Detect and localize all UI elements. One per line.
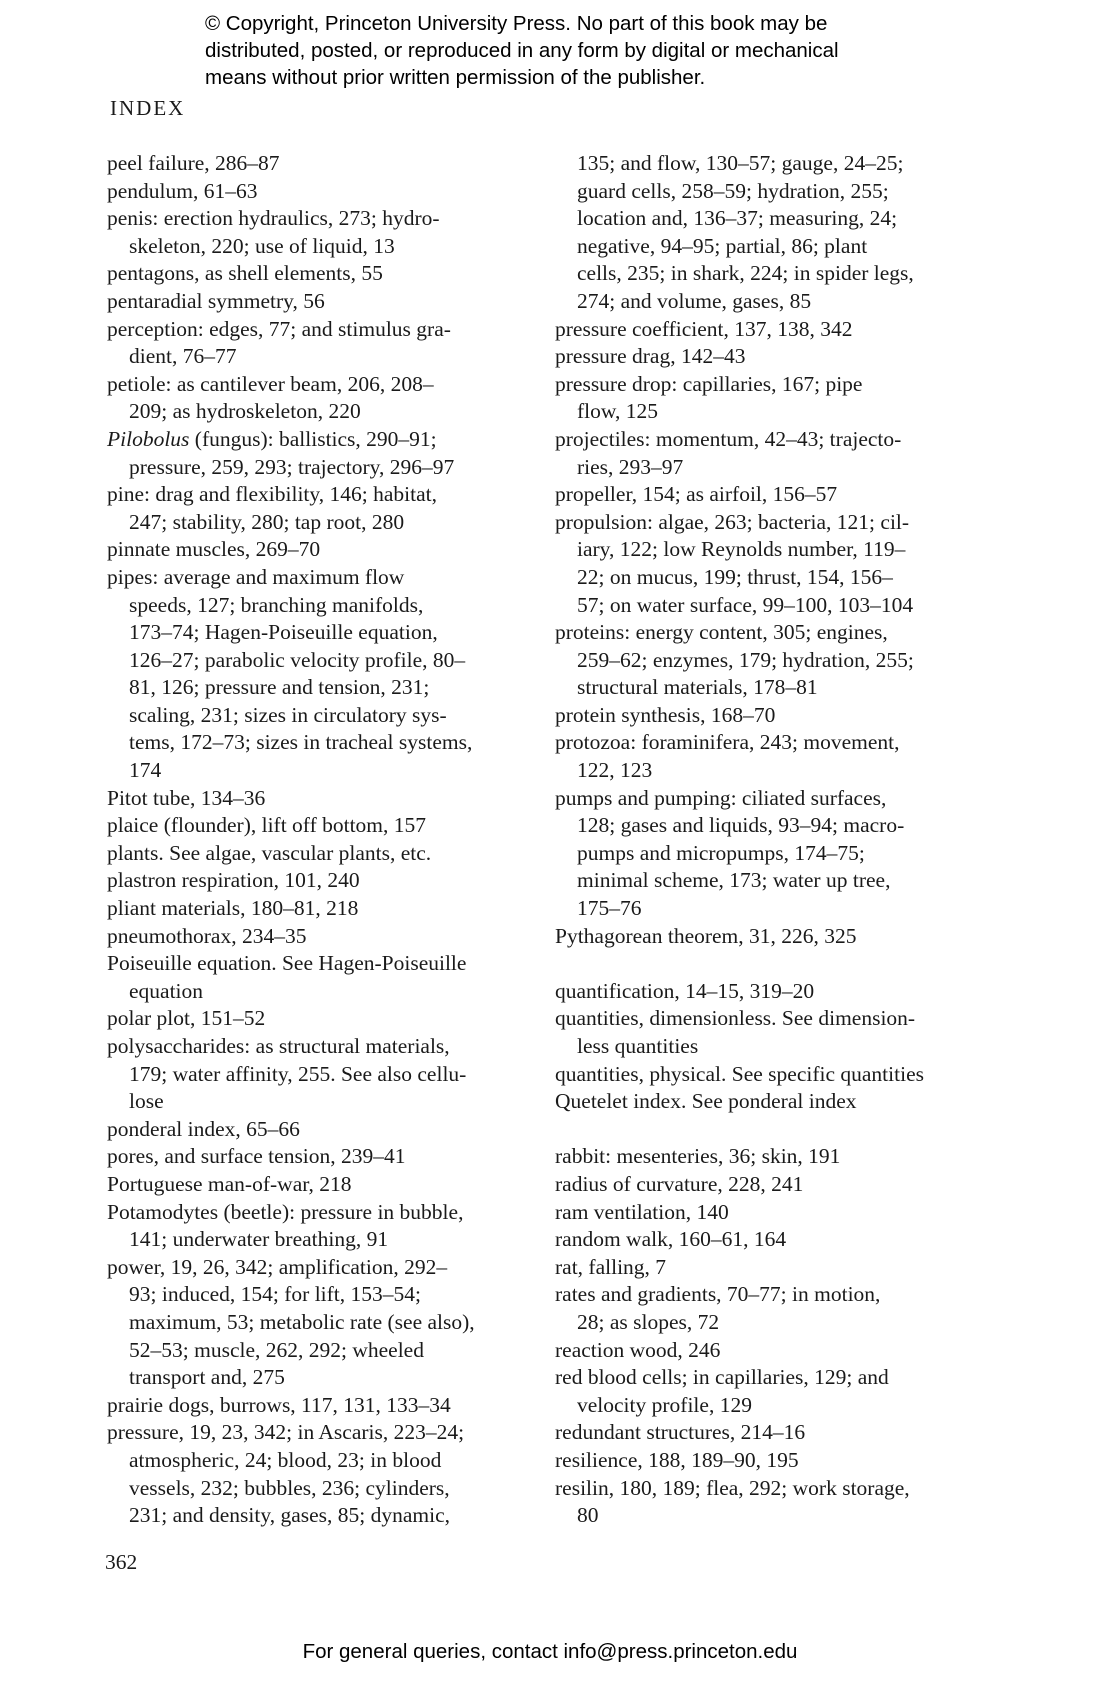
index-entry: random walk, 160–61, 164	[555, 1227, 787, 1252]
index-continuation-line: 122, 123	[577, 758, 653, 783]
index-continuation-line: minimal scheme, 173; water up tree,	[577, 868, 891, 893]
index-entry: resilience, 188, 189–90, 195	[555, 1447, 799, 1472]
index-entry: pipes: average and maximum flow	[107, 564, 405, 589]
index-entry: rat, falling, 7	[555, 1254, 667, 1279]
index-entry: polar plot, 151–52	[107, 1006, 266, 1031]
index-entry: proteins: energy content, 305; engines,	[555, 620, 888, 645]
index-entry: pendulum, 61–63	[107, 178, 258, 203]
index-continuation-line: less quantities	[577, 1034, 699, 1058]
index-entry: petiole: as cantilever beam, 206, 208–	[107, 371, 434, 396]
index-continuation-line: 174	[129, 758, 162, 783]
index-continuation-line: maximum, 53; metabolic rate (see also),	[129, 1309, 475, 1334]
index-continuation-line: dient, 76–77	[129, 344, 237, 369]
index-continuation-line: 81, 126; pressure and tension, 231;	[129, 675, 430, 700]
index-entry: plastron respiration, 101, 240	[107, 868, 360, 893]
index-continuation-line: 247; stability, 280; tap root, 280	[129, 509, 405, 534]
index-continuation-line: lose	[129, 1089, 164, 1114]
index-continuation-line: 57; on water surface, 99–100, 103–104	[577, 592, 914, 617]
copyright-line: means without prior written permission of the publisher.	[205, 66, 706, 89]
index-entry: Pythagorean theorem, 31, 226, 325	[555, 923, 857, 948]
section-gap	[555, 1116, 985, 1144]
index-entry: pentagons, as shell elements, 55	[107, 261, 383, 286]
index-continuation-line: 179; water affinity, 255. See also cellu-	[129, 1061, 467, 1086]
running-head: INDEX	[110, 96, 186, 120]
index-entry: propeller, 154; as airfoil, 156–57	[555, 482, 838, 507]
index-continuation-line: vessels, 232; bubbles, 236; cylinders,	[129, 1475, 450, 1500]
index-entry: radius of curvature, 228, 241	[555, 1171, 804, 1196]
index-column-right	[555, 150, 985, 1530]
index-continuation-line: 28; as slopes, 72	[577, 1309, 720, 1334]
index-continuation-line: transport and, 275	[129, 1365, 285, 1390]
index-entry: peel failure, 286–87	[107, 151, 280, 175]
index-continuation-line: cells, 235; in shark, 224; in spider legs,	[577, 261, 914, 286]
index-continuation-line: structural materials, 178–81	[577, 675, 818, 700]
index-entry: pliant materials, 180–81, 218	[107, 896, 359, 921]
contact-footer: For general queries, contact info@press.princeton.edu	[302, 1640, 798, 1663]
index-entry: pumps and pumping: ciliated surfaces,	[555, 785, 887, 810]
index-continuation-line: 80	[577, 1503, 599, 1528]
index-entry: pressure coefficient, 137, 138, 342	[555, 316, 853, 341]
index-continuation-line: tems, 172–73; sizes in tracheal systems,	[129, 730, 473, 755]
index-continuation-line: velocity profile, 129	[577, 1392, 752, 1417]
index-entry: redundant structures, 214–16	[555, 1420, 806, 1445]
index-entry: pressure, 19, 23, 342; in Ascaris, 223–24;	[107, 1420, 465, 1445]
index-continuation-line: atmospheric, 24; blood, 23; in blood	[129, 1447, 442, 1472]
index-entry: plants. See algae, vascular plants, etc.	[107, 840, 432, 865]
index-continuation-line: iary, 122; low Reynolds number, 119–	[577, 537, 906, 562]
index-continuation-line: 141; underwater breathing, 91	[129, 1227, 389, 1252]
index-continuation-line: equation	[129, 978, 204, 1003]
index-entry: pine: drag and flexibility, 146; habitat,	[107, 482, 437, 507]
index-entry: quantities, physical. See specific quantities	[555, 1061, 924, 1086]
copyright-line: © Copyright, Princeton University Press. No part of this book may be	[205, 12, 828, 35]
index-entry: projectiles: momentum, 42–43; trajecto-	[555, 426, 902, 451]
index-continuation-line: scaling, 231; sizes in circulatory sys-	[129, 702, 447, 727]
index-entry: reaction wood, 246	[555, 1337, 721, 1362]
index-entry: Poiseuille equation. See Hagen-Poiseuille	[107, 951, 467, 976]
index-entry: ram ventilation, 140	[555, 1199, 729, 1224]
index-entry: rabbit: mesenteries, 36; skin, 191	[555, 1144, 841, 1169]
index-entry: pressure drop: capillaries, 167; pipe	[555, 371, 863, 396]
index-continuation-line: guard cells, 258–59; hydration, 255;	[577, 178, 889, 203]
index-entry: Pilobolus (fungus): ballistics, 290–91;	[107, 426, 437, 451]
index-continuation-line: 259–62; enzymes, 179; hydration, 255;	[577, 647, 914, 672]
index-entry: red blood cells; in capillaries, 129; and	[555, 1365, 889, 1390]
index-continuation-line: 209; as hydroskeleton, 220	[129, 399, 361, 424]
index-entry: pressure drag, 142–43	[555, 344, 746, 369]
index-entry: Potamodytes (beetle): pressure in bubble,	[107, 1199, 464, 1224]
index-column-left	[107, 150, 537, 1530]
index-entry: power, 19, 26, 342; amplification, 292–	[107, 1254, 448, 1279]
index-entry: penis: erection hydraulics, 273; hydro-	[107, 206, 440, 231]
index-continuation-line: ries, 293–97	[577, 454, 684, 479]
index-entry: resilin, 180, 189; flea, 292; work storage,	[555, 1475, 910, 1500]
page-number: 362	[105, 1550, 138, 1574]
copyright-notice	[205, 10, 905, 91]
index-entry: prairie dogs, burrows, 117, 131, 133–34	[107, 1392, 451, 1417]
index-continuation-line: 274; and volume, gases, 85	[577, 288, 812, 313]
index-continuation-line: 135; and flow, 130–57; gauge, 24–25;	[577, 151, 904, 175]
index-continuation-line: negative, 94–95; partial, 86; plant	[577, 233, 868, 258]
index-continuation-line: 93; induced, 154; for lift, 153–54;	[129, 1282, 422, 1307]
index-entry: rates and gradients, 70–77; in motion,	[555, 1282, 881, 1307]
index-continuation-line: 52–53; muscle, 262, 292; wheeled	[129, 1337, 424, 1362]
index-entry: pores, and surface tension, 239–41	[107, 1144, 406, 1169]
index-continuation-line: skeleton, 220; use of liquid, 13	[129, 233, 395, 258]
index-entry: Portuguese man-of-war, 218	[107, 1171, 352, 1196]
index-continuation-line: location and, 136–37; measuring, 24;	[577, 206, 898, 231]
index-continuation-line: flow, 125	[577, 399, 659, 424]
index-continuation-line: 175–76	[577, 896, 642, 921]
index-continuation-line: 22; on mucus, 199; thrust, 154, 156–	[577, 564, 893, 589]
index-continuation-line: pumps and micropumps, 174–75;	[577, 840, 865, 865]
index-entry: protozoa: foraminifera, 243; movement,	[555, 730, 900, 755]
index-entry: Quetelet index. See ponderal index	[555, 1089, 857, 1114]
index-continuation-line: 128; gases and liquids, 93–94; macro-	[577, 813, 905, 838]
index-entry: pentaradial symmetry, 56	[107, 288, 325, 313]
index-entry: pinnate muscles, 269–70	[107, 537, 321, 562]
index-continuation-line: 126–27; parabolic velocity profile, 80–	[129, 647, 466, 672]
index-continuation-line: 231; and density, gases, 85; dynamic,	[129, 1503, 451, 1528]
index-entry: quantification, 14–15, 319–20	[555, 978, 815, 1003]
index-entry: pneumothorax, 234–35	[107, 923, 307, 948]
index-entry: Pitot tube, 134–36	[107, 785, 266, 810]
index-continuation-line: 173–74; Hagen-Poiseuille equation,	[129, 620, 438, 645]
index-entry: perception: edges, 77; and stimulus gra-	[107, 316, 451, 341]
index-entry: quantities, dimensionless. See dimension-	[555, 1006, 916, 1031]
index-continuation-line: pressure, 259, 293; trajectory, 296–97	[129, 454, 455, 479]
index-continuation-line: speeds, 127; branching manifolds,	[129, 592, 424, 617]
index-entry: ponderal index, 65–66	[107, 1116, 300, 1141]
index-entry: protein synthesis, 168–70	[555, 702, 776, 727]
copyright-line: distributed, posted, or reproduced in any form by digital or mechanical	[205, 39, 839, 62]
section-gap	[555, 950, 985, 978]
index-entry: plaice (flounder), lift off bottom, 157	[107, 813, 427, 838]
index-entry: polysaccharides: as structural materials,	[107, 1034, 450, 1058]
index-entry: propulsion: algae, 263; bacteria, 121; cil-	[555, 509, 910, 534]
